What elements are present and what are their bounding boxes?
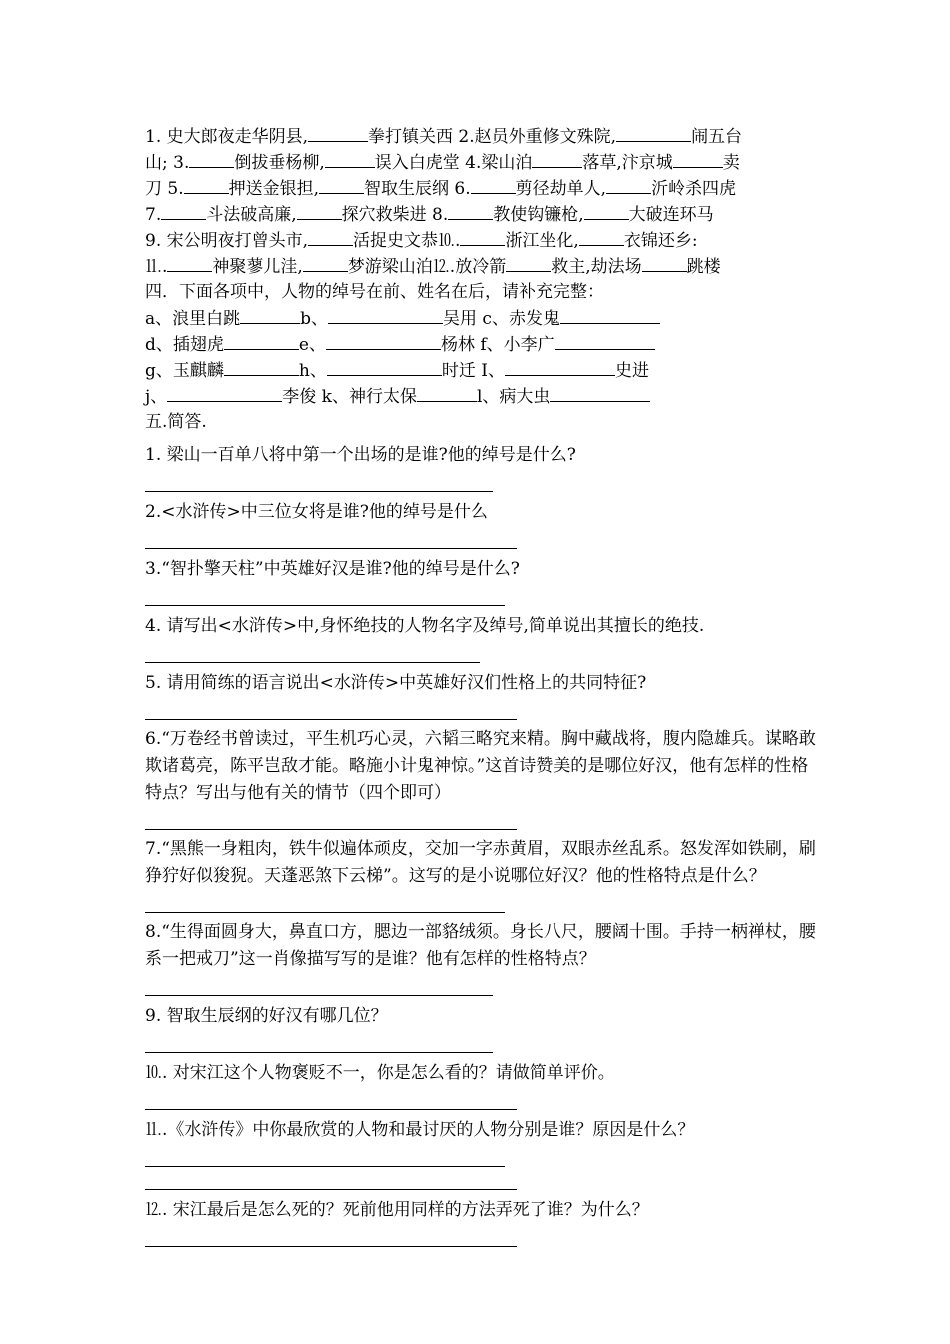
blank[interactable]: [642, 253, 687, 272]
nickname-text: 李俊 k、神行太保: [282, 387, 417, 407]
answer-line[interactable]: [145, 1166, 505, 1167]
blank[interactable]: [184, 175, 229, 194]
nickname-text: 史进: [614, 361, 649, 381]
blank[interactable]: [560, 305, 660, 324]
blank[interactable]: [161, 201, 206, 220]
nickname-text: d、插翅虎: [145, 335, 224, 355]
nickname-text: a、浪里白跳: [145, 309, 241, 329]
blank[interactable]: [297, 201, 342, 220]
nickname-row-3: [145, 357, 825, 383]
blank[interactable]: [460, 227, 505, 246]
answer-line[interactable]: [145, 719, 517, 720]
question-8: 8.“生得面圆身大，鼻直口方，腮边一部貉绒须。身长八尺，腰阔十围。手持一柄禅杖，腰系一把戒刀”这一肖像描写写的是谁？他有怎样的性格特点？: [145, 922, 816, 969]
question-9: 9. 智取生辰纲的好汉有哪几位？: [145, 1006, 388, 1026]
fill-text: 倒拔垂杨柳,: [234, 153, 325, 173]
fill-text: 7.: [145, 205, 162, 225]
fill-text: 落草,汴京城: [582, 153, 673, 173]
blank[interactable]: [579, 227, 624, 246]
question-12: ⒓. 宋江最后是怎么死的？死前他用同样的方法弄死了谁？为什么？: [145, 1200, 649, 1220]
blank[interactable]: [550, 383, 650, 402]
fill-text: 智取生辰纲 6.: [364, 179, 471, 199]
fill-text: 9. 宋公明夜打曾头市,: [145, 231, 309, 251]
fill-text: 神聚蓼儿洼,: [212, 257, 303, 277]
fill-text: 闹五台: [691, 127, 743, 147]
answer-line[interactable]: [145, 912, 505, 913]
fill-text: 救主,劫法场: [551, 257, 642, 277]
fill-text: 活捉史文恭⒑.: [353, 231, 461, 251]
blank[interactable]: [532, 149, 582, 168]
nickname-row-4: [145, 383, 825, 409]
fill-text: 衣锦还乡:: [623, 231, 698, 251]
blank[interactable]: [308, 123, 368, 142]
fill-text: 误入白虎堂 4.梁山泊: [374, 153, 533, 173]
answer-line[interactable]: [145, 1246, 517, 1247]
blank[interactable]: [167, 383, 282, 402]
blank[interactable]: [325, 149, 375, 168]
fill-text: 浙江坐化,: [505, 231, 579, 251]
fill-text: 剪径劫单人,: [515, 179, 607, 199]
blank[interactable]: [606, 175, 651, 194]
fill-line-4: [145, 201, 825, 227]
answer-line[interactable]: [145, 1189, 517, 1190]
question-7: 7.“黑熊一身粗肉，铁牛似遍体顽皮，交加一字赤黄眉，双眼赤丝乱系。怒发浑如铁刷，刷狰狞好似狻猊。天蓬恶煞下云梯”。这写的是小说哪位好汉？他的性格特点是什么？: [145, 839, 816, 886]
blank[interactable]: [448, 201, 493, 220]
fill-text: 大破连环马: [628, 205, 714, 225]
answer-line[interactable]: [145, 491, 493, 492]
blank[interactable]: [471, 175, 516, 194]
fill-line-2: [145, 149, 825, 175]
nickname-text: g、玉麒麟: [145, 361, 224, 381]
fill-line-1: [145, 123, 825, 149]
fill-line-3: [145, 175, 825, 201]
nickname-text: j、: [145, 387, 168, 407]
fill-text: 押送金银担,: [228, 179, 320, 199]
blank[interactable]: [673, 149, 723, 168]
blank[interactable]: [506, 253, 551, 272]
fill-text: 斗法破高廉,: [206, 205, 297, 225]
fill-text: 刀 5.: [145, 179, 184, 199]
fill-text: 山; 3.: [145, 153, 190, 173]
answer-line[interactable]: [145, 662, 480, 663]
blank[interactable]: [616, 123, 691, 142]
question-11: ⒒.《水浒传》中你最欣赏的人物和最讨厌的人物分别是谁？原因是什么？: [145, 1120, 695, 1140]
blank[interactable]: [417, 383, 477, 402]
blank[interactable]: [189, 149, 234, 168]
nickname-row-2: [145, 331, 825, 357]
question-10: ⒑. 对宋江这个人物褒贬不一，你是怎么看的？请做简单评价。: [145, 1063, 615, 1083]
answer-line[interactable]: [145, 605, 505, 606]
nickname-text: 吴用 c、赤发鬼: [443, 309, 560, 329]
fill-line-5: [145, 227, 825, 253]
nickname-row-1: [145, 305, 825, 331]
question-1: 1. 梁山一百单八将中第一个出场的是谁?他的绰号是什么?: [145, 445, 576, 465]
nickname-text: b、: [300, 309, 329, 329]
blank[interactable]: [224, 331, 299, 350]
fill-text: ⒒.: [145, 257, 168, 277]
question-2: 2.<水浒传>中三位女将是谁?他的绰号是什么: [145, 502, 488, 522]
fill-text: 跳楼: [686, 257, 721, 277]
fill-text: 卖: [722, 153, 740, 173]
blank[interactable]: [326, 331, 441, 350]
section5-title: 五.简答.: [145, 412, 207, 432]
blank[interactable]: [240, 305, 300, 324]
blank[interactable]: [167, 253, 212, 272]
fill-text: 梦游梁山泊⒓.放冷箭: [347, 257, 507, 277]
blank[interactable]: [555, 331, 655, 350]
nickname-text: 时迁 I、: [441, 361, 505, 381]
blank[interactable]: [308, 227, 353, 246]
fill-text: 探穴救柴进 8.: [341, 205, 449, 225]
answer-line[interactable]: [145, 1052, 493, 1053]
question-3: 3.“智扑擎天柱”中英雄好汉是谁?他的绰号是什么?: [145, 559, 520, 579]
nickname-text: h、: [298, 361, 327, 381]
fill-text: 教使钩镰枪,: [493, 205, 584, 225]
blank[interactable]: [327, 357, 442, 376]
question-6: 6.“万卷经书曾读过，平生机巧心灵，六韬三略究来精。胸中藏战将，腹内隐雄兵。谋略敢欺诸葛亮，陈平岂敌才能。略施小计鬼神惊。”这首诗赞美的是哪位好汉，他有怎样的性格特点？写出与他有关的情节（四个即可）: [145, 729, 816, 803]
answer-line[interactable]: [145, 829, 517, 830]
blank[interactable]: [505, 357, 615, 376]
nickname-text: e、: [298, 335, 326, 355]
answer-line[interactable]: [145, 1109, 517, 1110]
nickname-text: 杨林 f、小李广: [440, 335, 555, 355]
fill-text: 1. 史大郎夜走华阴县,: [145, 127, 309, 147]
fill-line-6: [145, 253, 825, 279]
question-4: 4. 请写出<水浒传>中,身怀绝技的人物名字及绰号,简单说出其擅长的绝技.: [145, 616, 705, 636]
blank[interactable]: [319, 175, 364, 194]
blank[interactable]: [224, 357, 299, 376]
fill-text: 拳打镇关西 2.赵员外重修文殊院,: [368, 127, 617, 147]
worksheet-content: [145, 123, 825, 1247]
answer-line[interactable]: [145, 995, 493, 996]
blank[interactable]: [328, 305, 443, 324]
section4-title: 四．下面各项中，人物的绰号在前、姓名在后，请补充完整：: [145, 282, 604, 302]
blank[interactable]: [303, 253, 348, 272]
answer-line[interactable]: [145, 548, 517, 549]
fill-text: 沂岭杀四虎: [651, 179, 737, 199]
blank[interactable]: [584, 201, 629, 220]
question-5: 5. 请用简练的语言说出<水浒传>中英雄好汉们性格上的共同特征?: [145, 673, 647, 693]
nickname-text: l、病大虫: [477, 387, 551, 407]
